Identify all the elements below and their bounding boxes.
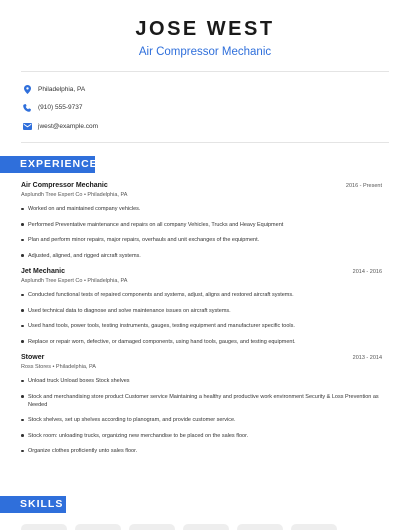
job-bullet: Organize clothes proficiently unto sales floor. (21, 447, 382, 455)
skills-heading: SKILLS (0, 496, 66, 513)
job-entry (21, 182, 382, 260)
job-bullet: Stock shelves, set up shelves according to planogram, and provide customer service. (21, 416, 382, 424)
job-dates: 2016 - Present (345, 182, 382, 189)
contact-email-text: jwest@example.com (38, 122, 99, 130)
candidate-name: JOSE WEST (135, 18, 275, 40)
experience-heading: EXPERIENCE (0, 156, 95, 173)
job-bullet: Used technical data to diagnose and solve maintenance issues on aircraft systems. (21, 307, 382, 315)
location-icon (22, 84, 32, 94)
job-bullet: Worked on and maintained company vehicles. (21, 205, 382, 213)
contact-phone-text: (910) 555-9737 (38, 104, 83, 111)
skill-chip (183, 524, 229, 530)
job-bullet: Plan and perform minor repairs, major repairs, overhauls and unit exchanges of the equipment. (21, 236, 382, 244)
email-icon (22, 121, 32, 131)
job-bullet: Stock room: unloading trucks, organizing new merchandise to be placed on the sales floor. (21, 432, 382, 440)
contact-list (0, 72, 410, 142)
job-entry (21, 268, 382, 346)
candidate-role: Air Compressor Mechanic (138, 46, 272, 58)
skill-chip (129, 524, 175, 530)
experience-section (0, 182, 410, 456)
job-bullet: Conducted functional tests of repaired components and systems, adjust, aligns and restored aircraft systems. (21, 291, 382, 299)
job-title: Stower (21, 353, 45, 361)
job-bullet: Performed Preventative maintenance and repairs on all company Vehicles, Trucks and Heavy Equipment (21, 221, 382, 229)
skills-list (21, 524, 337, 530)
job-dates: 2014 - 2016 (352, 268, 382, 275)
divider (21, 142, 389, 143)
job-bullet: Stock and merchandising store product Customer service Maintaining a healthy and productive work environment Security & Loss Prevention as Needed (21, 393, 382, 409)
resume-header (0, 0, 410, 59)
phone-icon (22, 103, 32, 113)
contact-location (22, 80, 410, 98)
skill-chip (21, 524, 67, 530)
skill-chip (291, 524, 337, 530)
job-bullet: Unload truck Unload boxes Stock shelves (21, 377, 382, 385)
job-company: Asplundh Tree Expert Co • Philadelphia, PA (21, 191, 128, 198)
job-company: Asplundh Tree Expert Co • Philadelphia, PA (21, 277, 128, 284)
skill-chip (75, 524, 121, 530)
job-entry (21, 354, 382, 456)
job-bullet: Replace or repair worn, defective, or damaged components, using hand tools, gauges, and testing equipment. (21, 338, 382, 346)
contact-email (22, 117, 410, 135)
contact-phone (22, 99, 410, 117)
skill-chip (237, 524, 283, 530)
job-company: Ross Stores • Philadelphia, PA (21, 363, 96, 370)
job-bullet: Adjusted, aligned, and rigged aircraft systems. (21, 252, 382, 260)
job-title: Jet Mechanic (21, 267, 65, 275)
job-title: Air Compressor Mechanic (21, 181, 108, 189)
job-bullet: Used hand tools, power tools, testing instruments, gauges, testing equipment and manufacturer specific tools. (21, 322, 382, 330)
contact-location-text: Philadelphia, PA (38, 85, 86, 93)
job-dates: 2013 - 2014 (352, 354, 382, 361)
